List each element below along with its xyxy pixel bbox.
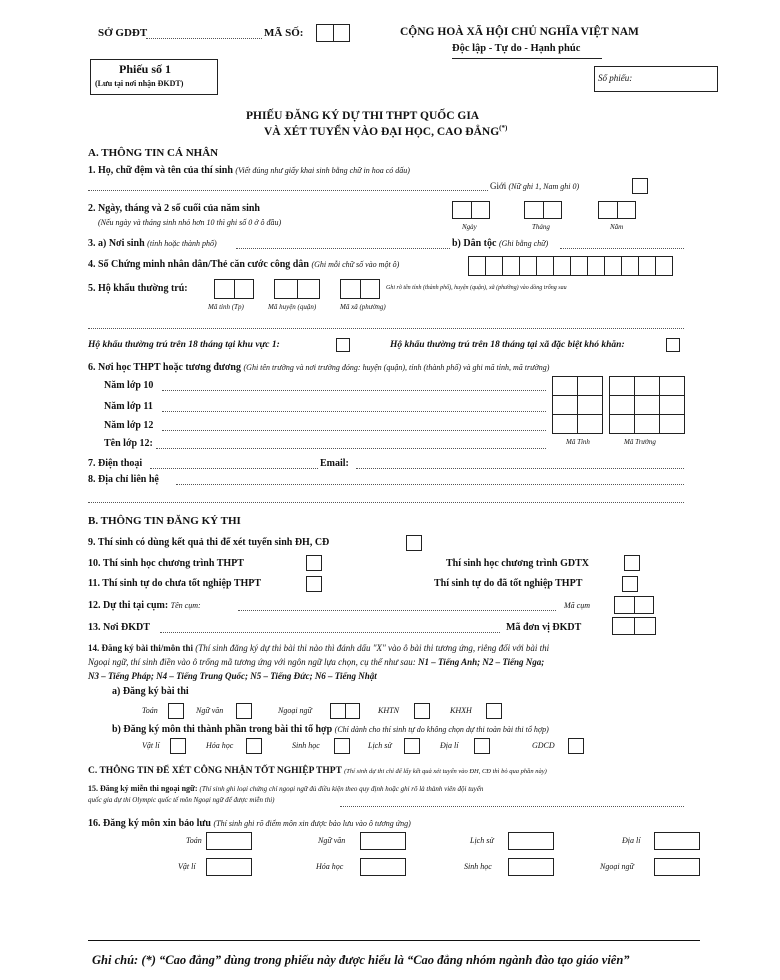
lop11-label: Năm lớp 11 (104, 401, 153, 412)
so-gddt-label: SỞ GDĐT (98, 27, 148, 39)
q9-box[interactable] (406, 535, 422, 551)
q6-label: 6. Nơi học THPT hoặc tương đương (Ghi tên trường và nơi trường đóng: huyện (quận), tỉnh (thành phố) và ghi mã tỉnh, mã trường) (88, 362, 550, 373)
lop10-field[interactable] (162, 390, 546, 391)
ma-tinh-caption: Mã Tỉnh (566, 438, 590, 446)
lop12-field[interactable] (162, 430, 546, 431)
bl-dia-li-box[interactable] (654, 832, 700, 850)
luu-tai-label: (Lưu tại nơi nhận ĐKDT) (95, 79, 184, 88)
bl-sinh-hoc-label: Sinh học (464, 862, 492, 871)
dien-thoai-field[interactable] (150, 468, 318, 469)
bl-lich-su-label: Lịch sử (470, 836, 494, 845)
gioi-label: Giới (Nữ ghi 1, Nam ghi 0) (490, 181, 580, 191)
nam-caption: Năm (610, 223, 624, 231)
dbkk-box[interactable] (666, 338, 680, 352)
bl-sinh-hoc-box[interactable] (508, 858, 554, 876)
so-phieu-box[interactable] (594, 66, 718, 92)
ma-cum-boxes[interactable] (614, 596, 654, 614)
dbkk-label: Hộ khẩu thường trú trên 18 tháng tại xã đặc biệt khó khăn: (390, 340, 625, 350)
nam-boxes[interactable] (598, 201, 636, 219)
lich-su-label: Lịch sử (368, 741, 392, 750)
footer-rule (88, 940, 700, 941)
ma-tinh-truong-grid[interactable] (552, 376, 685, 434)
hoa-hoc-label: Hóa học (206, 741, 234, 750)
dia-li-box[interactable] (474, 738, 490, 754)
sinh-hoc-box[interactable] (334, 738, 350, 754)
gioi-box[interactable] (632, 178, 648, 194)
cmnd-boxes[interactable] (468, 256, 673, 276)
q16-label: 16. Đăng ký môn xin bảo lưu (Thí sinh ghi rõ điểm môn xin được bảo lưu vào ô tương ứng) (88, 818, 411, 829)
sinh-hoc-label: Sinh học (292, 741, 320, 750)
q10r-label: Thí sinh học chương trình GDTX (446, 558, 589, 569)
toan-box[interactable] (168, 703, 184, 719)
ma-tinh-tp-boxes[interactable] (214, 279, 254, 299)
ma-so-label: MÃ SỐ: (264, 27, 304, 39)
ngu-van-box[interactable] (236, 703, 252, 719)
q9-label: 9. Thí sinh có dùng kết quả thi để xét tuyển sinh ĐH, CĐ (88, 537, 330, 548)
q11r-label: Thí sinh tự do đã tốt nghiệp THPT (434, 578, 583, 589)
bl-lich-su-box[interactable] (508, 832, 554, 850)
noi-dkdt-field[interactable] (160, 632, 500, 633)
q10-label: 10. Thí sinh học chương trình THPT (88, 558, 244, 569)
bl-hoa-hoc-box[interactable] (360, 858, 406, 876)
dan-toc-field[interactable] (560, 248, 684, 249)
ten-lop12-field[interactable] (156, 448, 546, 449)
toan-label: Toán (142, 706, 158, 715)
bl-vat-li-label: Vật lí (178, 862, 196, 871)
dia-chi-field-2[interactable] (88, 502, 684, 503)
q4-label: 4. Số Chứng minh nhân dân/Thẻ căn cước công dân (Ghi mỗi chữ số vào một ô) (88, 259, 400, 270)
q15-note2: quốc gia dự thi Olympic quốc tế môn Ngoại ngữ để được miễn thi) (88, 796, 275, 804)
bl-hoa-hoc-label: Hóa học (316, 862, 344, 871)
q12-label: 12. Dự thi tại cụm: Tên cụm: (88, 600, 201, 611)
bl-vat-li-box[interactable] (206, 858, 252, 876)
thang-caption: Tháng (532, 223, 550, 231)
dia-chi-field-1[interactable] (176, 484, 684, 485)
q14-label: 14. Đăng ký bài thi/môn thi (Thí sinh đăng ký dự thi bài thi nào thì đánh dấu "X" vào ô bài thi tương ứng, riêng đối với bài thi (88, 643, 550, 653)
q11-box[interactable] (306, 576, 322, 592)
ma-tinh-tp-caption: Mã tỉnh (Tp) (208, 303, 244, 311)
ngoai-ngu-label: Ngoại ngữ (278, 706, 312, 715)
q14-note3: N3 – Tiếng Pháp; N4 – Tiếng Trung Quốc; N5 – Tiếng Đức; N6 – Tiếng Nhật (88, 671, 377, 681)
q15-field[interactable] (340, 806, 684, 807)
email-label: Email: (320, 458, 349, 469)
motto-underline (452, 58, 602, 59)
q8-label: 8. Địa chỉ liên hệ (88, 474, 159, 485)
ma-don-vi-label: Mã đơn vị ĐKDT (506, 622, 582, 633)
ma-xa-boxes[interactable] (340, 279, 380, 299)
ngay-caption: Ngày (462, 223, 477, 231)
ma-don-vi-boxes[interactable] (612, 617, 656, 635)
ten-lop12-label: Tên lớp 12: (104, 438, 153, 449)
kv1-label: Hộ khẩu thường trú trên 18 tháng tại khu vực 1: (88, 340, 280, 350)
q14b-label: b) Đăng ký môn thi thành phần trong bài thi tổ hợp (Chỉ dành cho thí sinh tự do không chọn dự thi toàn bài thi tổ hợp) (112, 724, 549, 735)
q3b-label: b) Dân tộc (Ghi bằng chữ) (452, 238, 549, 249)
ngu-van-label: Ngữ văn (196, 706, 224, 715)
section-b-heading: B. THÔNG TIN ĐĂNG KÝ THI (88, 515, 241, 527)
q10r-box[interactable] (624, 555, 640, 571)
q3a-label: 3. a) Nơi sinh (tỉnh hoặc thành phố) (88, 238, 217, 249)
ho-khau-field[interactable] (88, 328, 684, 329)
section-c-heading: C. THÔNG TIN ĐỂ XÉT CÔNG NHẬN TỐT NGHIỆP THPT (Thí sinh dự thi chỉ để lấy kết quả xét tuyển vào ĐH, CĐ thì bỏ qua phần này) (88, 766, 547, 776)
khxh-label: KHXH (450, 706, 472, 715)
q11r-box[interactable] (622, 576, 638, 592)
ten-cum-field[interactable] (238, 610, 556, 611)
form-title-line2: VÀ XÉT TUYỂN VÀO ĐẠI HỌC, CAO ĐẲNG(*) (264, 124, 508, 138)
gdcd-label: GDCD (532, 741, 555, 750)
lich-su-box[interactable] (404, 738, 420, 754)
khxh-box[interactable] (486, 703, 502, 719)
q2-note: (Nếu ngày và tháng sinh nhỏ hơn 10 thì ghi số 0 ở ô đầu) (98, 218, 282, 227)
q5-label: 5. Hộ khẩu thường trú: (88, 283, 188, 294)
q15-label: 15. Đăng ký miễn thi ngoại ngữ: (Thí sinh ghi loại chứng chỉ ngoại ngữ đủ điều kiện theo quy định hoặc ghi rõ là thành viên đội tuyển (88, 784, 484, 793)
ma-huyen-boxes[interactable] (274, 279, 320, 299)
ma-huyen-caption: Mã huyện (quận) (268, 303, 317, 311)
so-phieu-label: Số phiếu: (598, 73, 633, 83)
q7-label: 7. Điện thoại (88, 458, 143, 469)
email-field[interactable] (356, 468, 684, 469)
phieu-so-label: Phiếu số 1 (119, 62, 172, 76)
bl-dia-li-label: Địa lí (622, 836, 641, 845)
ma-cum-label: Mã cụm (564, 601, 590, 610)
lop12-label: Năm lớp 12 (104, 420, 154, 431)
national-motto: Độc lập - Tự do - Hạnh phúc (452, 43, 581, 54)
ngay-boxes[interactable] (452, 201, 490, 219)
khtn-box[interactable] (414, 703, 430, 719)
ma-truong-caption: Mã Trường (624, 438, 656, 446)
ngoai-ngu-boxes[interactable] (330, 703, 360, 719)
q10-box[interactable] (306, 555, 322, 571)
q2-label: 2. Ngày, tháng và 2 số cuối của năm sinh (88, 203, 260, 214)
kv1-box[interactable] (336, 338, 350, 352)
bl-ngoai-ngu-box[interactable] (654, 858, 700, 876)
phieu-so-box (90, 59, 218, 95)
dia-li-label: Địa lí (440, 741, 459, 750)
ma-xa-caption: Mã xã (phường) (340, 303, 386, 311)
section-a-heading: A. THÔNG TIN CÁ NHÂN (88, 147, 219, 159)
vat-li-label: Vật lí (142, 741, 160, 750)
country-name: CỘNG HOÀ XÃ HỘI CHỦ NGHĨA VIỆT NAM (400, 26, 639, 38)
q1-label: 1. Họ, chữ đệm và tên của thí sinh (Viết đúng như giấy khai sinh bằng chữ in hoa có dấu) (88, 165, 410, 176)
vat-li-box[interactable] (170, 738, 186, 754)
q1-field[interactable] (88, 190, 488, 191)
noi-sinh-field[interactable] (236, 248, 450, 249)
bl-toan-box[interactable] (206, 832, 252, 850)
bl-ngu-van-box[interactable] (360, 832, 406, 850)
footer-note: Ghi chú: (*) “Cao đẳng” dùng trong phiếu này được hiểu là “Cao đẳng nhóm ngành đào tạo giáo viên” (92, 953, 630, 967)
q14a-label: a) Đăng ký bài thi (112, 686, 189, 697)
gdcd-box[interactable] (568, 738, 584, 754)
lop11-field[interactable] (162, 411, 546, 412)
form-title-line1: PHIẾU ĐĂNG KÝ DỰ THI THPT QUỐC GIA (246, 110, 480, 122)
so-gddt-field[interactable] (146, 38, 262, 39)
bl-toan-label: Toán (186, 836, 202, 845)
lop10-label: Năm lớp 10 (104, 380, 154, 391)
q14-note2: Ngoại ngữ, thí sinh điền vào ô trống mã tương ứng với ngôn ngữ lựa chọn, cụ thể như sau: N1 – Tiếng Anh; N2 – Tiếng Nga; (88, 657, 545, 667)
bl-ngu-van-label: Ngữ văn (318, 836, 346, 845)
bl-ngoai-ngu-label: Ngoại ngữ (600, 862, 634, 871)
q5-note: Ghi rõ tên tỉnh (thành phố), huyện (quận), xã (phường) vào dòng trống sau (386, 285, 567, 291)
khtn-label: KHTN (378, 706, 399, 715)
hoa-hoc-box[interactable] (246, 738, 262, 754)
ma-so-boxes[interactable] (316, 24, 350, 42)
q11-label: 11. Thí sinh tự do chưa tốt nghiệp THPT (88, 578, 262, 589)
thang-boxes[interactable] (524, 201, 562, 219)
q13-label: 13. Nơi ĐKDT (88, 622, 150, 633)
